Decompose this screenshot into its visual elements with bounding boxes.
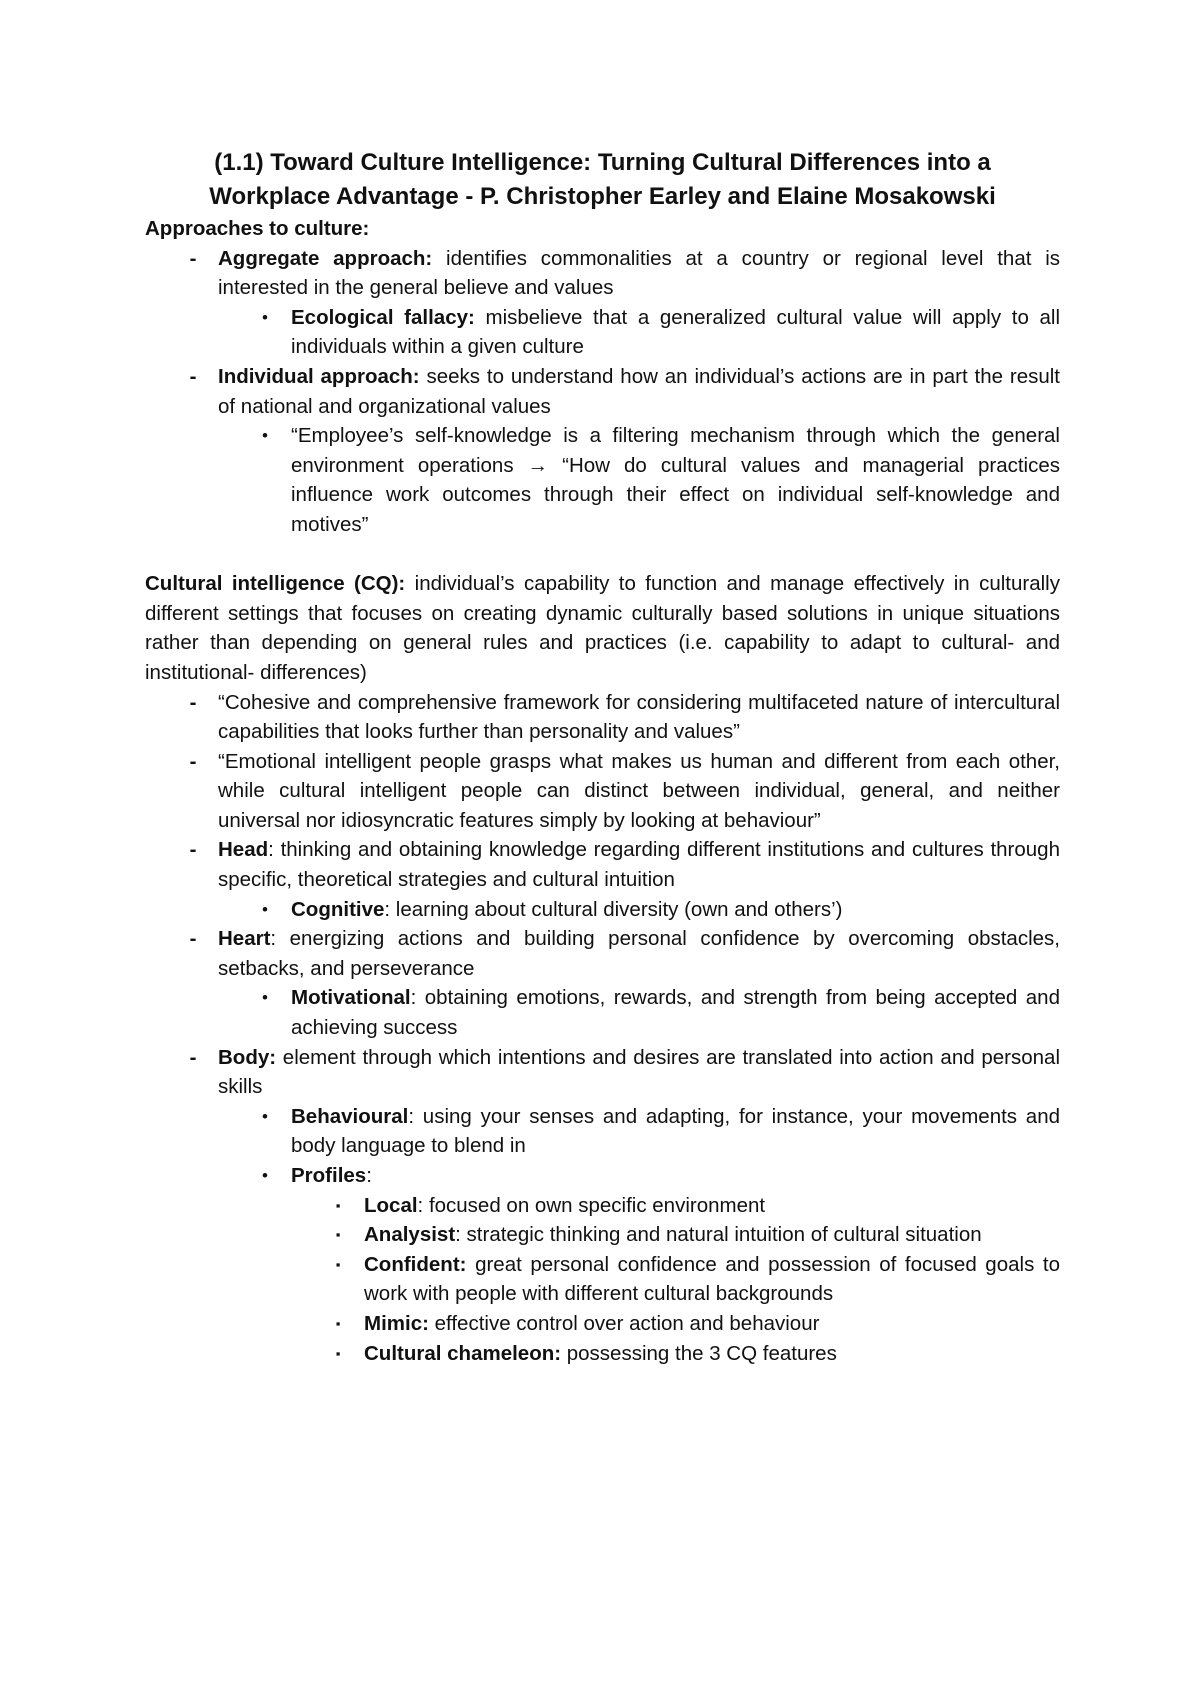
item-text: : energizing actions and building personal confidence by overcoming obstacles, setbacks, and perseverance: [218, 927, 1060, 980]
item-text: misbelieve that a generalized cultural value will apply to all individuals within a given culture: [291, 305, 1061, 359]
item-term: Cultural chameleon:: [364, 1341, 562, 1365]
document-body: [145, 146, 1060, 1368]
item-term: Confident:: [364, 1252, 467, 1276]
item-term: Local: [364, 1193, 418, 1217]
item-term: Head: [218, 838, 269, 862]
item-text: element through which intentions and desires are translated into action and personal skills: [218, 1045, 1060, 1099]
item-text: seeks to understand how an individual’s actions are in part the result of national and organizational values: [218, 364, 1060, 418]
item-term: Aggregate approach:: [218, 246, 433, 270]
item-text: identifies commonalities at a country or regional level that is interested in the general believe and values: [218, 246, 1061, 300]
item-text: : learning about cultural diversity (own and others’): [384, 897, 843, 921]
square-bullet-marker: ▪: [335, 1345, 341, 1361]
item-term: Motivational: [291, 986, 411, 1010]
list-item: [145, 1339, 1060, 1369]
item-term: Ecological fallacy:: [291, 305, 475, 329]
cq-definition: [145, 569, 1060, 687]
item-term: Body:: [218, 1045, 277, 1069]
square-bullet-marker: ▪: [335, 1197, 341, 1213]
document-title: [145, 146, 1060, 214]
item-term: Heart: [218, 927, 271, 951]
item-text: possessing the 3 CQ features: [561, 1341, 837, 1365]
list-item: [145, 1043, 1060, 1102]
item-term: Cognitive: [291, 897, 385, 921]
list-item: [145, 1191, 1060, 1221]
dash-marker: -: [189, 838, 197, 862]
item-text: “Emotional intelligent people grasps what makes us human and different from each other, while cultural intelligent people can distinct between individual, general, and neither universal nor idiosyncratic features simply by looking at behaviour”: [218, 749, 1060, 832]
item-term: Individual approach:: [218, 364, 420, 388]
title-line-1: (1.1) Toward Culture Intelligence: Turning Cultural Differences into a: [214, 149, 991, 176]
list-item: [145, 924, 1060, 983]
bullet-marker: •: [262, 1106, 268, 1126]
list-item: [145, 688, 1060, 747]
item-text: great personal confidence and possession of focused goals to work with people with different cultural backgrounds: [364, 1252, 1060, 1306]
cq-term: Cultural intelligence (CQ):: [145, 572, 406, 596]
list-item: [145, 835, 1060, 894]
item-text: : obtaining emotions, rewards, and strength from being accepted and achieving success: [291, 986, 1060, 1040]
list-item: [145, 1220, 1060, 1250]
approaches-heading: Approaches to culture:: [145, 217, 370, 240]
list-item: [145, 362, 1060, 421]
item-term: Behavioural: [291, 1104, 409, 1128]
item-term: Profiles: [291, 1164, 367, 1187]
list-item: [145, 747, 1060, 836]
list-item: [145, 1161, 1060, 1191]
square-bullet-marker: ▪: [335, 1315, 341, 1331]
item-text: :: [366, 1164, 372, 1187]
dash-marker: -: [189, 364, 197, 388]
item-text: : using your senses and adapting, for instance, your movements and body language to blend in: [291, 1104, 1060, 1158]
list-item: [145, 1102, 1060, 1161]
item-text: : thinking and obtaining knowledge regarding different institutions and cultures through specific, theoretical strategies and cultural intuition: [218, 838, 1060, 892]
list-item: [145, 983, 1060, 1042]
square-bullet-marker: ▪: [335, 1256, 341, 1272]
dash-marker: -: [189, 749, 197, 773]
item-text: effective control over action and behaviour: [428, 1311, 820, 1335]
item-term: Analysist: [364, 1223, 456, 1247]
dash-marker: -: [189, 246, 197, 270]
item-term: Mimic:: [364, 1311, 429, 1335]
bullet-marker: •: [262, 426, 268, 446]
item-text: “Cohesive and comprehensive framework for considering multifaceted nature of intercultural capabilities that looks further than personality and values”: [218, 690, 1060, 744]
dash-marker: -: [189, 927, 197, 951]
list-item: [145, 1309, 1060, 1339]
blank-line: [145, 540, 1060, 570]
bullet-marker: •: [262, 307, 268, 327]
list-item: [145, 1250, 1060, 1309]
dash-marker: -: [189, 690, 197, 714]
bullet-marker: •: [262, 1166, 268, 1185]
dash-marker: -: [189, 1045, 197, 1069]
bullet-marker: •: [262, 988, 268, 1008]
list-item: [145, 895, 1060, 925]
square-bullet-marker: ▪: [335, 1227, 341, 1243]
title-line-2: Workplace Advantage - P. Christopher Earley and Elaine Mosakowski: [209, 183, 996, 210]
item-text: : strategic thinking and natural intuition of cultural situation: [455, 1223, 982, 1247]
item-text: : focused on own specific environment: [417, 1193, 766, 1217]
bullet-marker: •: [262, 899, 268, 919]
list-item: [145, 244, 1060, 303]
cq-text: individual’s capability to function and manage effectively in culturally different settings that focuses on creating dynamic culturally based solutions in unique situations rather than depending on general rules and practices (i.e. capability to adapt to cultural- and institutional- differences): [145, 572, 1060, 684]
item-text: “Employee’s self-knowledge is a filtering mechanism through which the general environment operations → “How do cultural values and managerial practices influence work outcomes through their effect on individual self-knowledge and motives”: [291, 424, 1060, 536]
list-item: [145, 421, 1060, 539]
list-item: [145, 303, 1060, 362]
